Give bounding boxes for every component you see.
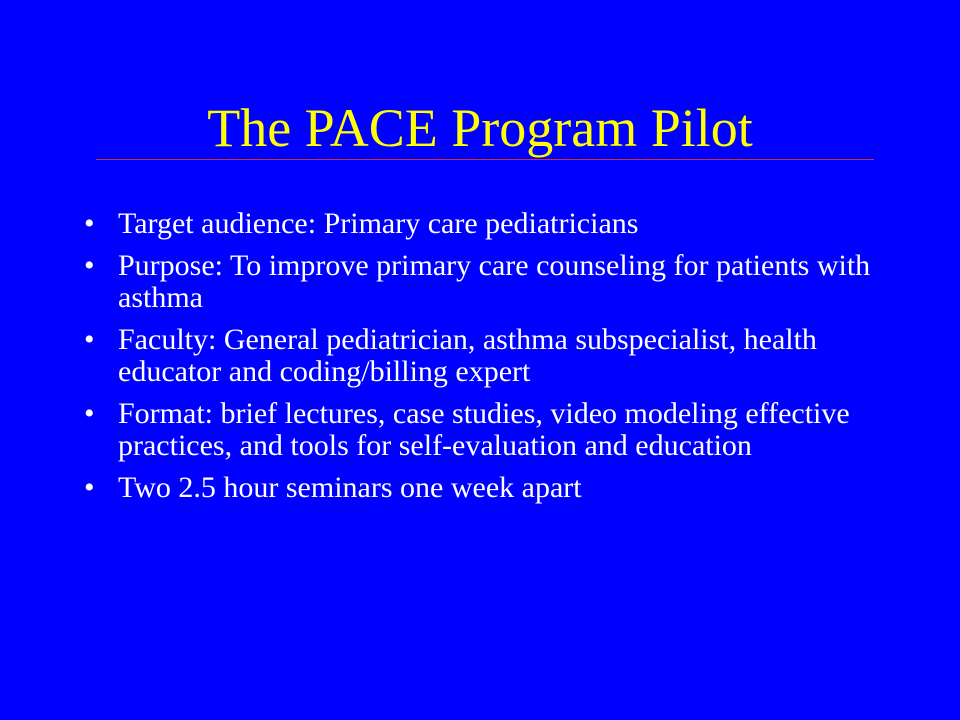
bullet-icon: • <box>84 249 95 282</box>
bullet-icon: • <box>84 207 95 240</box>
bullet-item-seminars <box>84 472 874 504</box>
bullet-icon: • <box>84 323 95 356</box>
bullet-text: Format: brief lectures, case studies, video modeling effective practices, and tools for self-evaluation and education <box>118 397 850 462</box>
bullet-text: Target audience: Primary care pediatricians <box>118 207 639 240</box>
bullet-item-faculty <box>84 324 874 388</box>
bullet-item-format <box>84 398 874 462</box>
bullet-icon: • <box>84 397 95 430</box>
bullet-item-purpose <box>84 250 874 314</box>
bullet-icon: • <box>84 471 95 504</box>
bullet-text: Two 2.5 hour seminars one week apart <box>118 471 582 504</box>
title-underline <box>96 159 874 160</box>
bullet-text: Purpose: To improve primary care counseling for patients with asthma <box>118 249 871 314</box>
bullet-item-target-audience <box>84 208 874 240</box>
bullet-list <box>84 208 874 514</box>
bullet-text: Faculty: General pediatrician, asthma subspecialist, health educator and coding/billing expert <box>118 323 817 388</box>
slide-title: The PACE Program Pilot <box>207 98 753 158</box>
